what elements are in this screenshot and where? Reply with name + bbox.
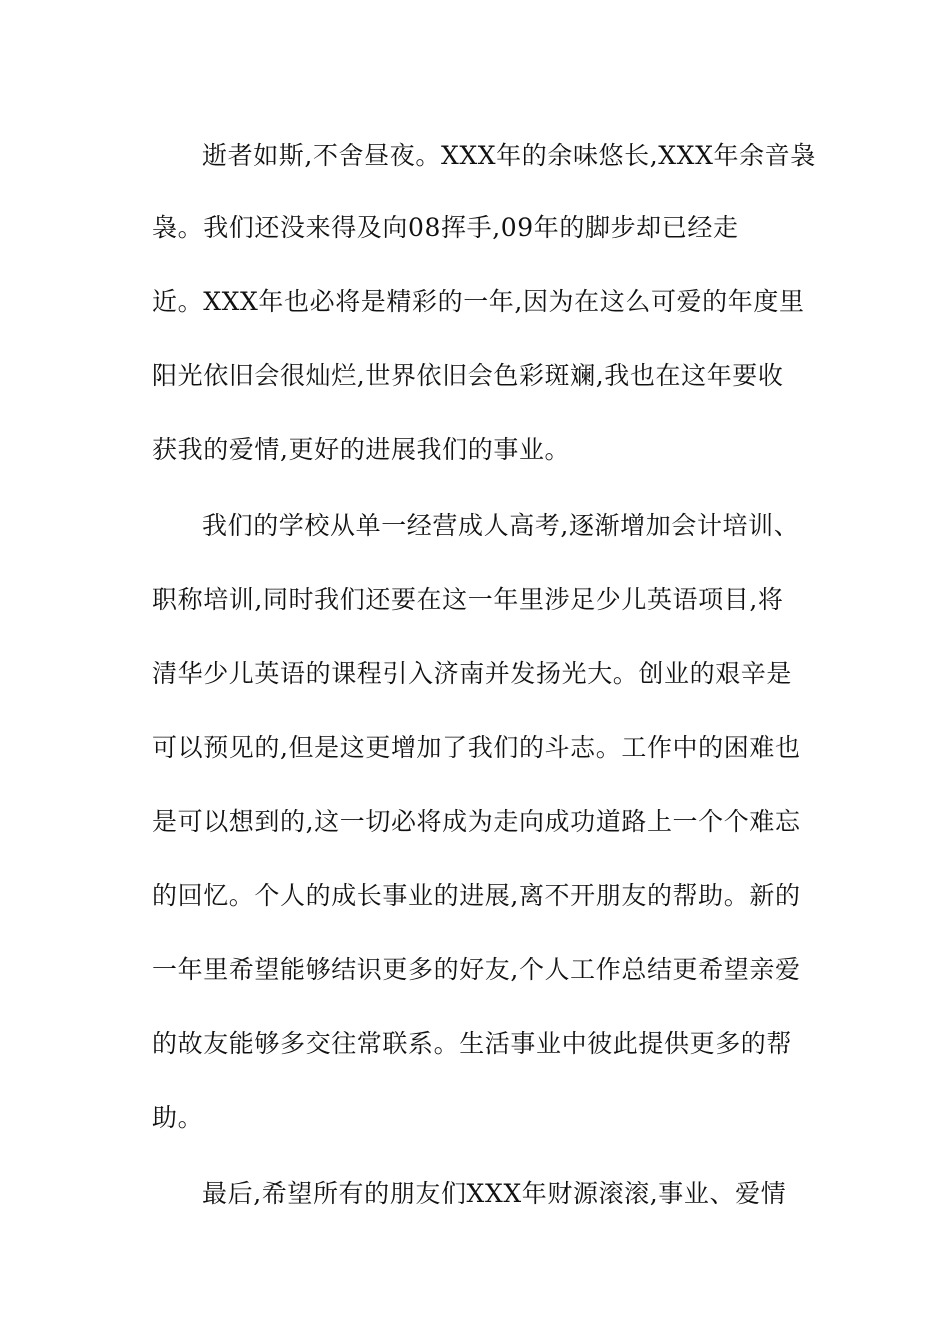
text-line: 逝者如斯,不舍昼夜。XXX年的余味悠长,XXX年余音袅 [202, 141, 816, 170]
text-line: 是可以想到的,这一切必将成为走向成功道路上一个个难忘 [152, 807, 801, 836]
text-line: 清华少儿英语的课程引入济南并发扬光大。创业的艰辛是 [152, 659, 793, 688]
text-line: 获我的爱情,更好的进展我们的事业。 [152, 435, 571, 464]
text-line: 一年里希望能够结识更多的好友,个人工作总结更希望亲爱 [152, 955, 801, 984]
text-line: 职称培训,同时我们还要在这一年里涉足少儿英语项目,将 [152, 585, 784, 614]
text-line: 可以预见的,但是这更增加了我们的斗志。工作中的困难也 [152, 733, 801, 762]
text-line: 的回忆。个人的成长事业的进展,离不开朋友的帮助。新的 [152, 881, 801, 910]
text-line: 袅。我们还没来得及向08挥手,09年的脚步却已经走 [152, 213, 739, 242]
text-line: 最后,希望所有的朋友们XXX年财源滚滚,事业、爱情 [202, 1179, 787, 1208]
text-line: 的故友能够多交往常联系。生活事业中彼此提供更多的帮 [152, 1029, 793, 1058]
text-line: 阳光依旧会很灿烂,世界依旧会色彩斑斓,我也在这年要收 [152, 361, 784, 390]
text-line: 助。 [152, 1103, 204, 1132]
text-line: 我们的学校从单一经营成人高考,逐渐增加会计培训、 [202, 511, 800, 540]
text-line: 近。XXX年也必将是精彩的一年,因为在这么可爱的年度里 [152, 287, 805, 316]
